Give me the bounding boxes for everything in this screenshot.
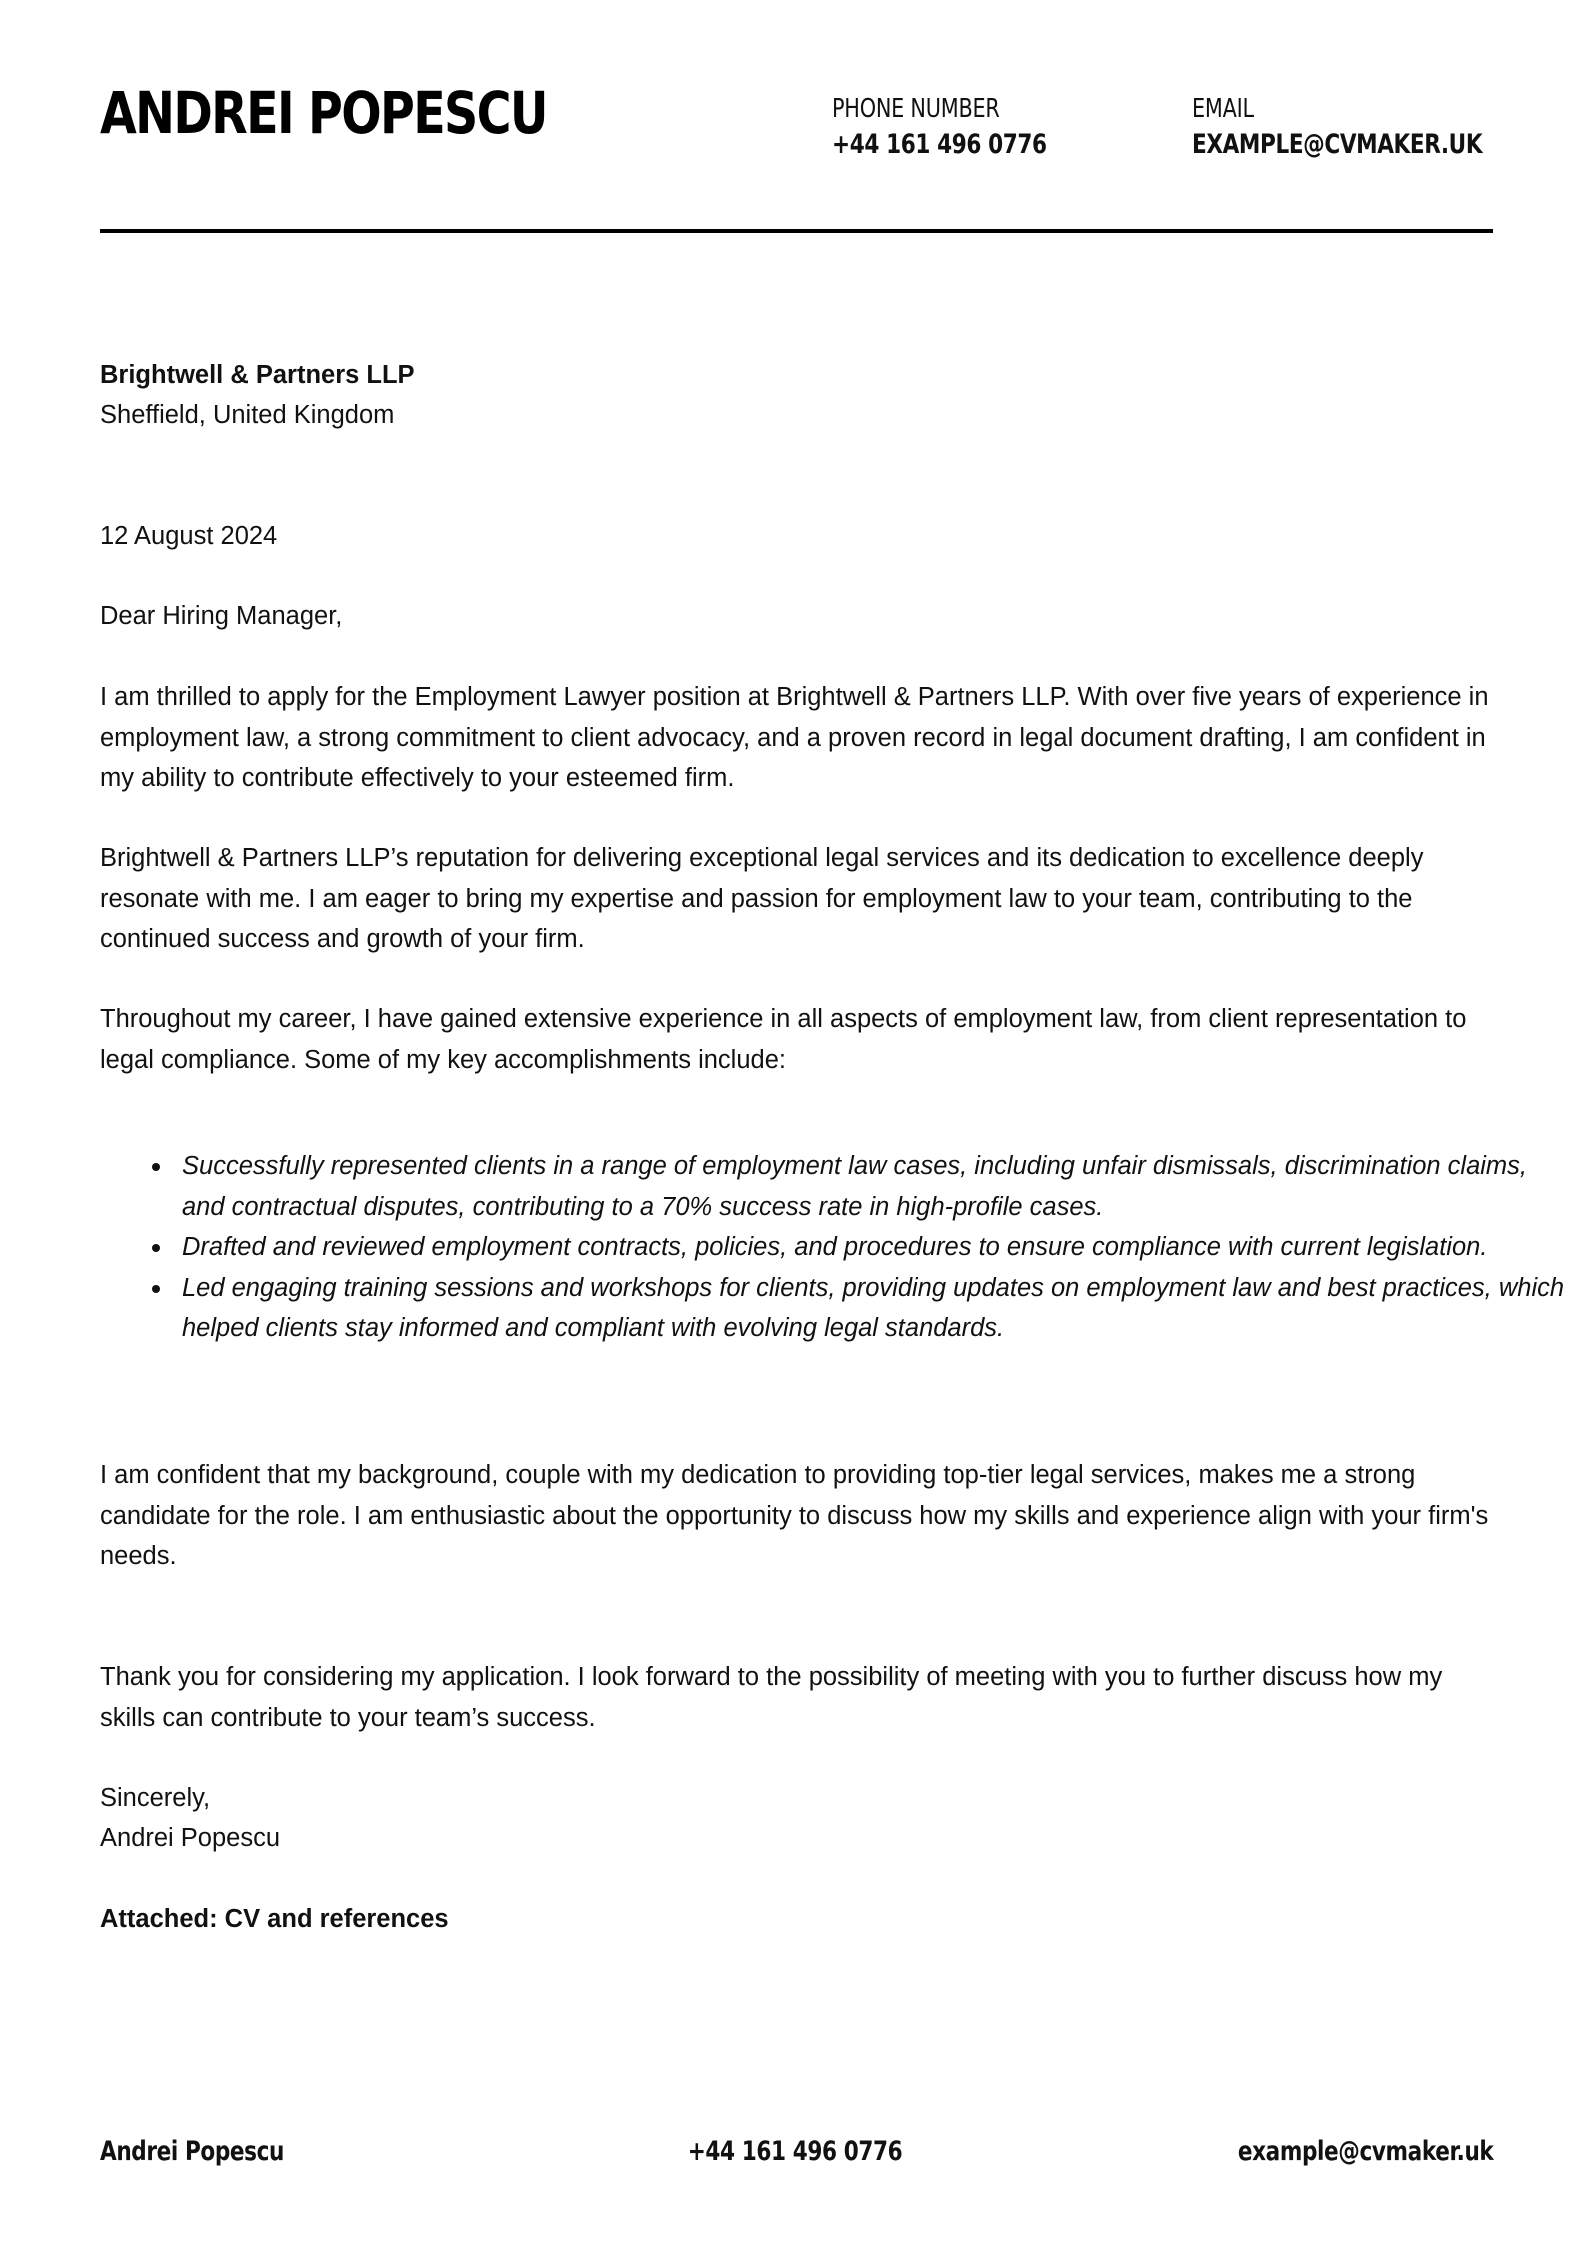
- recipient-company: Brightwell & Partners LLP: [100, 361, 415, 389]
- phone-value: +44 161 496 0776: [832, 129, 1047, 160]
- footer-phone: +44 161 496 0776: [687, 2136, 903, 2167]
- paragraph-confidence: I am confident that my background, couple with my dedication to providing top-tier legal services, makes me a strong candidate for the role. I am enthusiastic about the opportunity to discuss how my skills and experience align with your firm's needs.: [100, 1461, 1489, 1570]
- list-item: [182, 1268, 1572, 1349]
- signature: Andrei Popescu: [100, 1824, 281, 1852]
- phone-label: PHONE NUMBER: [832, 94, 1000, 124]
- footer-name: Andrei Popescu: [100, 2136, 285, 2167]
- header-email-block: [1192, 92, 1482, 164]
- bullet-icon: [152, 1244, 160, 1252]
- attachment-note: Attached: CV and references: [100, 1905, 449, 1933]
- recipient-city: Sheffield, United Kingdom: [100, 401, 395, 429]
- list-item: [182, 1146, 1572, 1227]
- header-phone-block: [832, 92, 1047, 164]
- email-value: EXAMPLE@CVMAKER.UK: [1192, 129, 1483, 160]
- email-label: EMAIL: [1192, 94, 1254, 124]
- paragraph-intro: I am thrilled to apply for the Employment Lawyer position at Brightwell & Partners LLP. With over five years of experience in employment law, a strong commitment to client advocacy, and a proven record in legal document drafting, I am confident in my ability to contribute effectively to your esteemed firm.: [100, 683, 1489, 792]
- salutation: Dear Hiring Manager,: [100, 602, 343, 630]
- list-item: [182, 1227, 1572, 1268]
- achievement-text: Successfully represented clients in a range of employment law cases, including unfair dismissals, discrimination claims, and contractual disputes, contributing to a 70% success rate in high-profile cases.: [182, 1152, 1528, 1221]
- bullet-icon: [152, 1285, 160, 1293]
- paragraph-motivation: Brightwell & Partners LLP’s reputation for delivering exceptional legal services and its dedication to excellence deeply resonate with me. I am eager to bring my expertise and passion for employment law to your team, contributing to the continued success and growth of your firm.: [100, 844, 1424, 953]
- paragraph-thanks: Thank you for considering my application. I look forward to the possibility of meeting with you to further discuss how my skills can contribute to your team’s success.: [100, 1663, 1443, 1732]
- achievement-text: Led engaging training sessions and workshops for clients, providing updates on employment law and best practices, which helped clients stay informed and compliant with evolving legal standards.: [182, 1273, 1565, 1342]
- closing: Sincerely,: [100, 1784, 211, 1812]
- paragraph-experience: Throughout my career, I have gained extensive experience in all aspects of employment law, from client representation to legal compliance. Some of my key accomplishments include:: [100, 1005, 1467, 1074]
- achievement-text: Drafted and reviewed employment contracts, policies, and procedures to ensure compliance with current legislation.: [182, 1233, 1488, 1261]
- footer-email: example@cvmaker.uk: [1237, 2136, 1493, 2167]
- achievements-list: [100, 1146, 1572, 1349]
- bullet-icon: [152, 1163, 160, 1171]
- letter-date: 12 August 2024: [100, 522, 278, 550]
- header-divider: [100, 229, 1493, 233]
- applicant-name: ANDREI POPESCU: [100, 79, 547, 147]
